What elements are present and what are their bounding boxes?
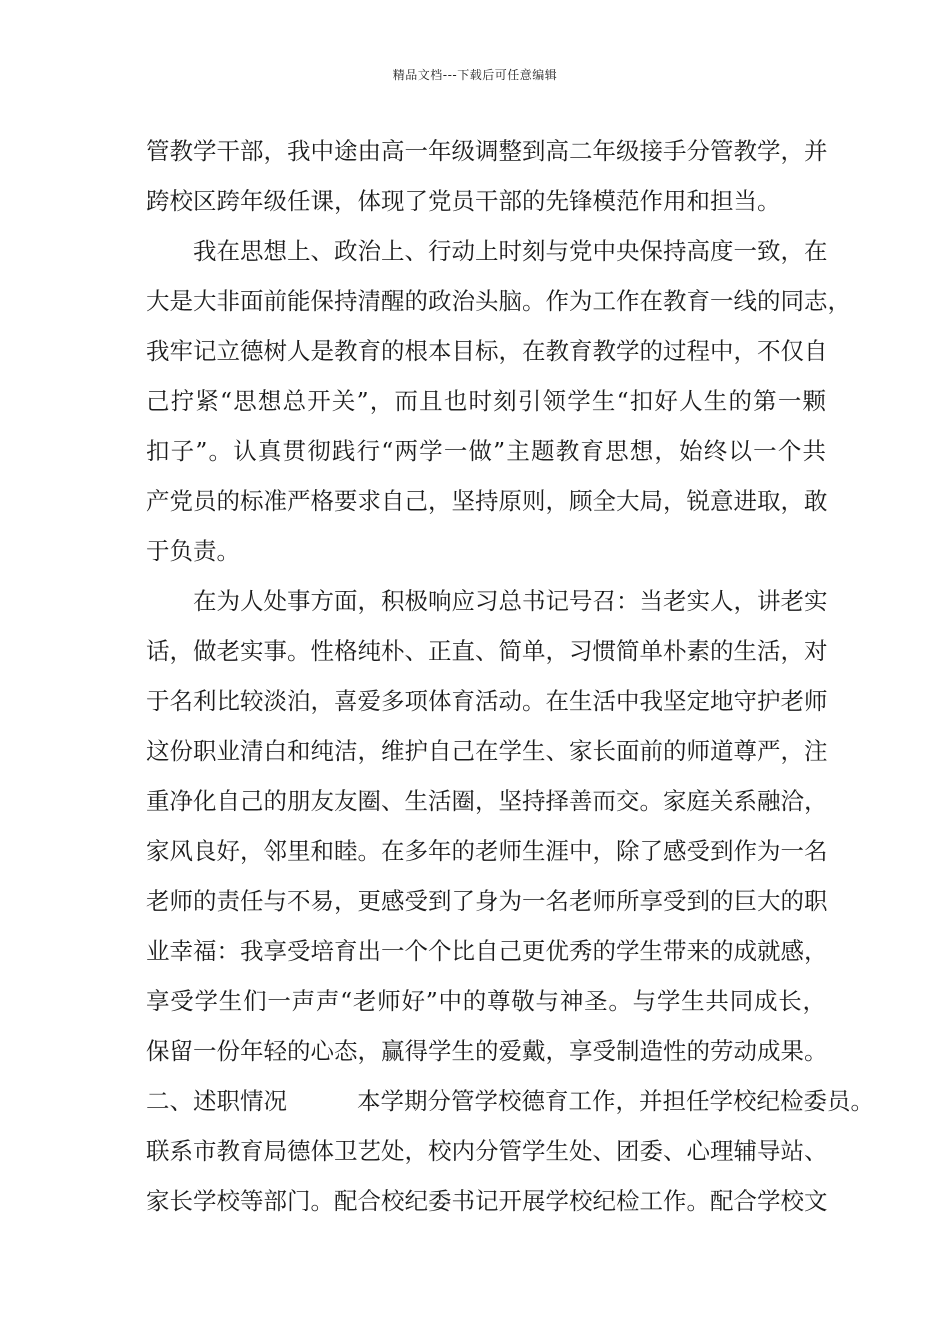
section-text: 本学期分管学校德育工作，并担任学校纪检委员。 [357, 1087, 874, 1115]
text-line: 话，做老实事。性格纯朴、正直、简单，习惯简单朴素的生活，对 [146, 637, 828, 665]
text-line: 于名利比较淡泊，喜爱多项体育活动。在生活中我坚定地守护老师 [146, 687, 828, 715]
text-line: 己拧紧“思想总开关”，而且也时刻引领学生“扣好人生的第一颗 [146, 387, 826, 415]
text-line: 联系市教育局德体卫艺处，校内分管学生处、团委、心理辅导站、 [146, 1137, 828, 1165]
text-line: 重净化自己的朋友友圈、生活圈，坚持择善而交。家庭关系融洽， [146, 787, 828, 815]
text-line: 家风良好，邻里和睦。在多年的老师生涯中，除了感受到作为一名 [146, 837, 828, 865]
text-line: 业幸福：我享受培育出一个个比自己更优秀的学生带来的成就感， [146, 937, 828, 965]
text-line: 我在思想上、政治上、行动上时刻与党中央保持高度一致，在 [193, 237, 828, 265]
document-body [146, 126, 874, 1226]
text-line: 跨校区跨年级任课，体现了党员干部的先锋模范作用和担当。 [146, 187, 781, 215]
text-line: 我牢记立德树人是教育的根本目标，在教育教学的过程中，不仅自 [146, 337, 828, 365]
text-line: 管教学干部，我中途由高一年级调整到高二年级接手分管教学，并 [146, 137, 828, 165]
text-line: 保留一份年轻的心态，赢得学生的爱戴，享受制造性的劳动成果。 [146, 1037, 828, 1065]
section-heading: 二、述职情况 [146, 1087, 287, 1115]
text-line: 这份职业清白和纯洁，维护自己在学生、家长面前的师道尊严，注 [146, 737, 828, 765]
text-line [146, 1076, 874, 1126]
text-line: 扣子”。认真贯彻践行“两学一做”主题教育思想，始终以一个共 [146, 437, 826, 465]
text-line: 在为人处事方面，积极响应习总书记号召：当老实人，讲老实 [193, 587, 828, 615]
page-header: 精品文档---下载后可任意编辑 [392, 68, 558, 82]
text-line: 享受学生们一声声“老师好”中的尊敬与神圣。与学生共同成长， [146, 987, 826, 1015]
text-line: 大是大非面前能保持清醒的政治头脑。作为工作在教育一线的同志， [146, 287, 851, 315]
text-line: 老师的责任与不易，更感受到了身为一名老师所享受到的巨大的职 [146, 887, 828, 915]
text-line: 家长学校等部门。配合校纪委书记开展学校纪检工作。配合学校文 [146, 1187, 828, 1215]
text-line: 于负责。 [146, 537, 240, 565]
text-line: 产党员的标准严格要求自己，坚持原则，顾全大局，锐意进取，敢 [146, 487, 828, 515]
